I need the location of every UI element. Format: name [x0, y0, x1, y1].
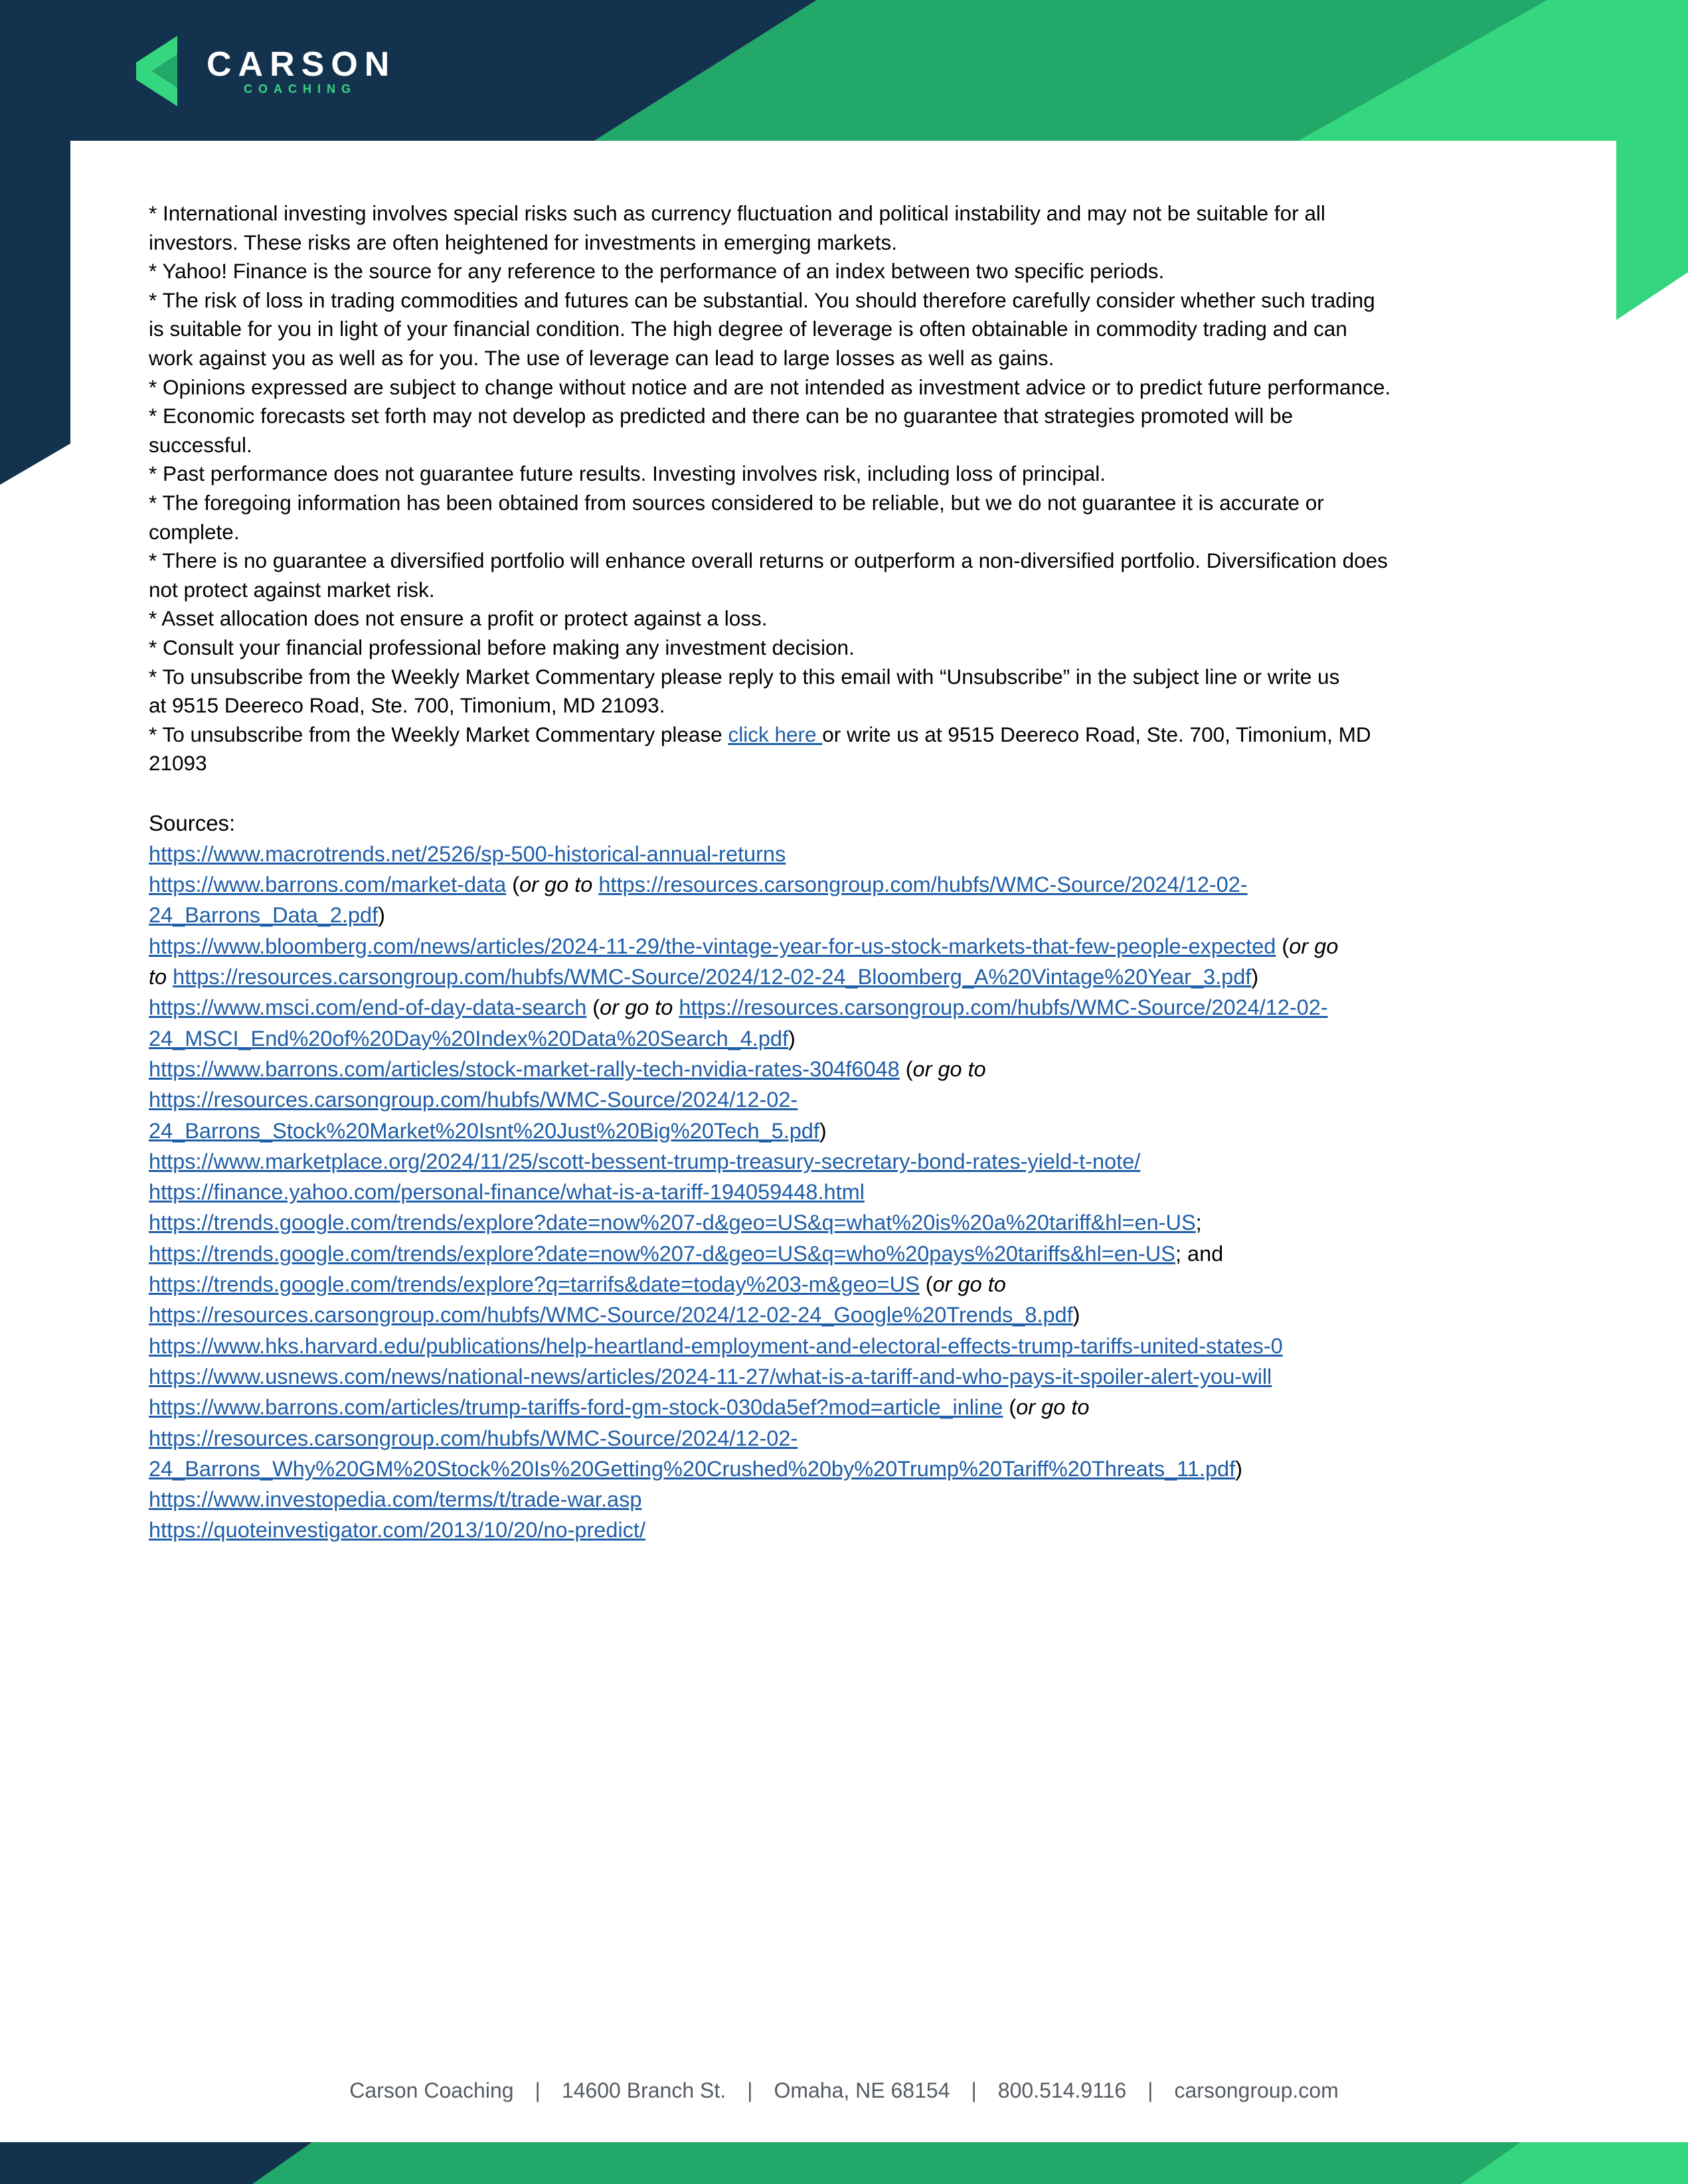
source-link-macrotrends[interactable]: https://www.macrotrends.net/2526/sp-500-historical-annual-returns — [149, 841, 786, 866]
source-line — [149, 839, 1550, 869]
source-line: to https://resources.carsongroup.com/hubfs/WMC-Source/2024/12-02-24_Bloomberg_A%20Vintage%20Year_3.pdf) — [149, 965, 1259, 989]
source-link-msci-pdf-cont[interactable]: 24_MSCI_End%20of%20Day%20Index%20Data%20Search_4.pdf — [149, 1026, 789, 1050]
source-link-msci[interactable]: https://www.msci.com/end-of-day-data-search — [149, 995, 587, 1020]
or-go-to-text: or go to — [1016, 1395, 1090, 1420]
source-line: https://trends.google.com/trends/explore?date=now%207-d&geo=US&q=what%20is%20a%20tariff&hl=en-US; — [149, 1211, 1202, 1235]
source-link-trends-1[interactable]: https://trends.google.com/trends/explore?date=now%207-d&geo=US&q=what%20is%20a%20tariff&hl=en-US — [149, 1211, 1196, 1235]
source-link-harvard[interactable]: https://www.hks.harvard.edu/publications/help-heartland-employment-and-electoral-effects-trump-tariffs-united-states-0 — [149, 1333, 1283, 1358]
source-line: 24_Barrons_Stock%20Market%20Isnt%20Just%20Big%20Tech_5.pdf) — [149, 1118, 827, 1143]
source-link-barrons-data-pdf[interactable]: https://resources.carsongroup.com/hubfs/WMC-Source/2024/12-02- — [598, 873, 1248, 897]
source-link-barrons-rally-pdf[interactable]: https://resources.carsongroup.com/hubfs/WMC-Source/2024/12-02- — [149, 1088, 798, 1112]
unsubscribe-text: * To unsubscribe from the Weekly Market Commentary please — [149, 722, 728, 746]
footer-city: Omaha, NE 68154 — [774, 2078, 950, 2102]
source-link-bloomberg-pdf[interactable]: https://resources.carsongroup.com/hubfs/WMC-Source/2024/12-02-24_Bloomberg_A%20Vintage%20Year_3.pdf — [173, 965, 1252, 989]
source-line — [149, 1484, 1550, 1515]
source-link-trends-3[interactable]: https://trends.google.com/trends/explore?q=tarrifs&date=today%203-m&geo=US — [149, 1272, 920, 1297]
source-link-trends-pdf[interactable]: https://resources.carsongroup.com/hubfs/WMC-Source/2024/12-02-24_Google%20Trends_8.pdf — [149, 1303, 1073, 1327]
source-line: https://www.bloomberg.com/news/articles/2024-11-29/the-vintage-year-for-us-stock-markets-that-few-people-expected (or go — [149, 934, 1339, 958]
source-link-msci-pdf[interactable]: https://resources.carsongroup.com/hubfs/WMC-Source/2024/12-02- — [679, 995, 1328, 1020]
source-link-yahoo[interactable]: https://finance.yahoo.com/personal-finance/what-is-a-tariff-194059448.html — [149, 1180, 865, 1205]
or-go-text: or go — [1289, 934, 1339, 958]
source-line — [149, 1423, 1550, 1454]
source-line: https://www.barrons.com/market-data (or go to https://resources.carsongroup.com/hubfs/WMC-Source/2024/12-02- — [149, 873, 1248, 897]
source-line: https://www.msci.com/end-of-day-data-search (or go to https://resources.carsongroup.com/hubfs/WMC-Source/2024/12-02- — [149, 995, 1328, 1020]
unsubscribe-zip: 21093 — [149, 751, 207, 776]
or-go-to-text: or go to — [600, 995, 673, 1020]
and-text: and — [1181, 1241, 1224, 1266]
footer-company: Carson Coaching — [349, 2078, 514, 2102]
source-line: https://www.barrons.com/articles/stock-market-rally-tech-nvidia-rates-304f6048 (or go to — [149, 1056, 986, 1081]
disclosure-line: * Yahoo! Finance is the source for any reference to the performance of an index between two specific periods. — [149, 259, 1165, 284]
source-line: https://resources.carsongroup.com/hubfs/WMC-Source/2024/12-02-24_Google%20Trends_8.pdf) — [149, 1303, 1080, 1327]
source-link-bloomberg[interactable]: https://www.bloomberg.com/news/articles/2024-11-29/the-vintage-year-for-us-stock-markets-that-few-people-expected — [149, 934, 1276, 958]
or-go-to-text: or go to — [519, 873, 593, 897]
disclosure-line: investors. These risks are often heightened for investments in emerging markets. — [149, 230, 897, 254]
disclosure-line: * Past performance does not guarantee future results. Investing involves risk, including loss of principal. — [149, 462, 1106, 486]
source-link-marketplace[interactable]: https://www.marketplace.org/2024/11/25/scott-bessent-trump-treasury-secretary-bond-rates-yield-t-note/ — [149, 1149, 1141, 1173]
source-line — [149, 1331, 1550, 1361]
disclosure-line: work against you as well as for you. The use of leverage can lead to large losses as well as gains. — [149, 345, 1055, 370]
source-line — [149, 1177, 1550, 1207]
disclosure-line: * There is no guarantee a diversified portfolio will enhance overall returns or outperform a non-diversified portfolio. Diversification does — [149, 548, 1388, 573]
disclosure-line: successful. — [149, 432, 252, 457]
footer-website: carsongroup.com — [1174, 2078, 1339, 2102]
source-link-trends-2[interactable]: https://trends.google.com/trends/explore?date=now%207-d&geo=US&q=who%20pays%20tariffs&hl=en-US — [149, 1241, 1175, 1266]
disclosure-line: at 9515 Deereco Road, Ste. 700, Timonium, MD 21093. — [149, 693, 665, 718]
disclosure-line: * International investing involves special risks such as currency fluctuation and political instability and may not be suitable for all — [149, 201, 1325, 225]
logo-chevron-icon — [136, 36, 180, 106]
disclosure-line: * Opinions expressed are subject to change without notice and are not intended as investment advice or to predict future performance. — [149, 375, 1391, 399]
source-link-barrons-rally-pdf-cont[interactable]: 24_Barrons_Stock%20Market%20Isnt%20Just%20Big%20Tech_5.pdf — [149, 1118, 819, 1143]
footer-phone: 800.514.9116 — [997, 2078, 1127, 2102]
unsubscribe-address: or write us at 9515 Deereco Road, Ste. 700, Timonium, MD — [822, 722, 1371, 746]
carson-coaching-logo — [136, 35, 396, 108]
footer-background — [0, 2142, 1688, 2184]
source-line — [149, 1146, 1550, 1177]
source-line — [149, 1084, 1550, 1115]
source-link-barrons-data[interactable]: https://www.barrons.com/market-data — [149, 873, 507, 897]
footer-separator: | — [1147, 2078, 1153, 2102]
source-line: 24_MSCI_End%20of%20Day%20Index%20Data%20Search_4.pdf) — [149, 1026, 796, 1050]
or-go-to-text: or go to — [912, 1056, 986, 1081]
disclosure-line: * The risk of loss in trading commodities and futures can be substantial. You should therefore carefully consider whether such trading — [149, 288, 1375, 312]
logo-name: CARSON — [207, 45, 396, 84]
logo-subtitle: COACHING — [244, 82, 357, 96]
source-line: https://trends.google.com/trends/explore?date=now%207-d&geo=US&q=who%20pays%20tariffs&hl=en-US; and — [149, 1241, 1224, 1266]
disclosure-line: not protect against market risk. — [149, 577, 435, 602]
source-link-barrons-gm[interactable]: https://www.barrons.com/articles/trump-tariffs-ford-gm-stock-030da5ef?mod=article_inline — [149, 1395, 1003, 1420]
disclosure-line: * Consult your financial professional before making any investment decision. — [149, 635, 855, 659]
footer-separator: | — [971, 2078, 977, 2102]
disclosure-line: * The foregoing information has been obtained from sources considered to be reliable, but we do not guarantee it is accurate or — [149, 490, 1324, 515]
footer-separator: | — [747, 2078, 753, 2102]
disclosure-line: is suitable for you in light of your financial condition. The high degree of leverage is often obtainable in commodity trading and can — [149, 317, 1347, 341]
footer-address: 14600 Branch St. — [561, 2078, 726, 2102]
source-line — [149, 1361, 1550, 1392]
click-here-link[interactable]: click here — [728, 722, 823, 746]
disclosure-line: * Economic forecasts set forth may not develop as predicted and there can be no guarantee that strategies promoted will be — [149, 404, 1293, 428]
unsubscribe-line — [149, 720, 1550, 750]
source-link-barrons-rally[interactable]: https://www.barrons.com/articles/stock-market-rally-tech-nvidia-rates-304f6048 — [149, 1056, 900, 1081]
source-line — [149, 1515, 1550, 1545]
source-line: 24_Barrons_Why%20GM%20Stock%20Is%20Getting%20Crushed%20by%20Trump%20Tariff%20Threats_11.pdf) — [149, 1456, 1242, 1481]
source-link-investopedia[interactable]: https://www.investopedia.com/terms/t/trade-war.asp — [149, 1487, 642, 1512]
source-link-barrons-gm-pdf-cont[interactable]: 24_Barrons_Why%20GM%20Stock%20Is%20Getting%20Crushed%20by%20Trump%20Tariff%20Threats_11.pdf — [149, 1456, 1236, 1481]
disclosures-content — [149, 199, 1550, 1546]
source-link-barrons-gm-pdf[interactable]: https://resources.carsongroup.com/hubfs/WMC-Source/2024/12-02- — [149, 1426, 798, 1450]
disclosure-line: * To unsubscribe from the Weekly Market Commentary please reply to this email with “Unsubscribe” in the subject line or write us — [149, 664, 1340, 689]
source-link-quoteinvestigator[interactable]: https://quoteinvestigator.com/2013/10/20/no-predict/ — [149, 1518, 645, 1543]
disclosure-line: complete. — [149, 519, 240, 544]
sources-heading: Sources: — [149, 810, 236, 835]
source-link-usnews[interactable]: https://www.usnews.com/news/national-news/articles/2024-11-27/what-is-a-tariff-and-who-pays-it-spoiler-alert-you-will — [149, 1364, 1272, 1388]
or-go-to-text: or go to — [932, 1272, 1006, 1297]
to-text: to — [149, 965, 167, 989]
source-line: 24_Barrons_Data_2.pdf) — [149, 903, 385, 928]
source-line: https://www.barrons.com/articles/trump-tariffs-ford-gm-stock-030da5ef?mod=article_inline (or go to — [149, 1395, 1090, 1420]
footer-contact — [0, 2078, 1688, 2103]
source-line: https://trends.google.com/trends/explore?q=tarrifs&date=today%203-m&geo=US (or go to — [149, 1272, 1006, 1297]
disclosure-line: * Asset allocation does not ensure a profit or protect against a loss. — [149, 606, 768, 631]
source-link-barrons-data-pdf-cont[interactable]: 24_Barrons_Data_2.pdf — [149, 903, 379, 928]
footer-separator: | — [535, 2078, 541, 2102]
